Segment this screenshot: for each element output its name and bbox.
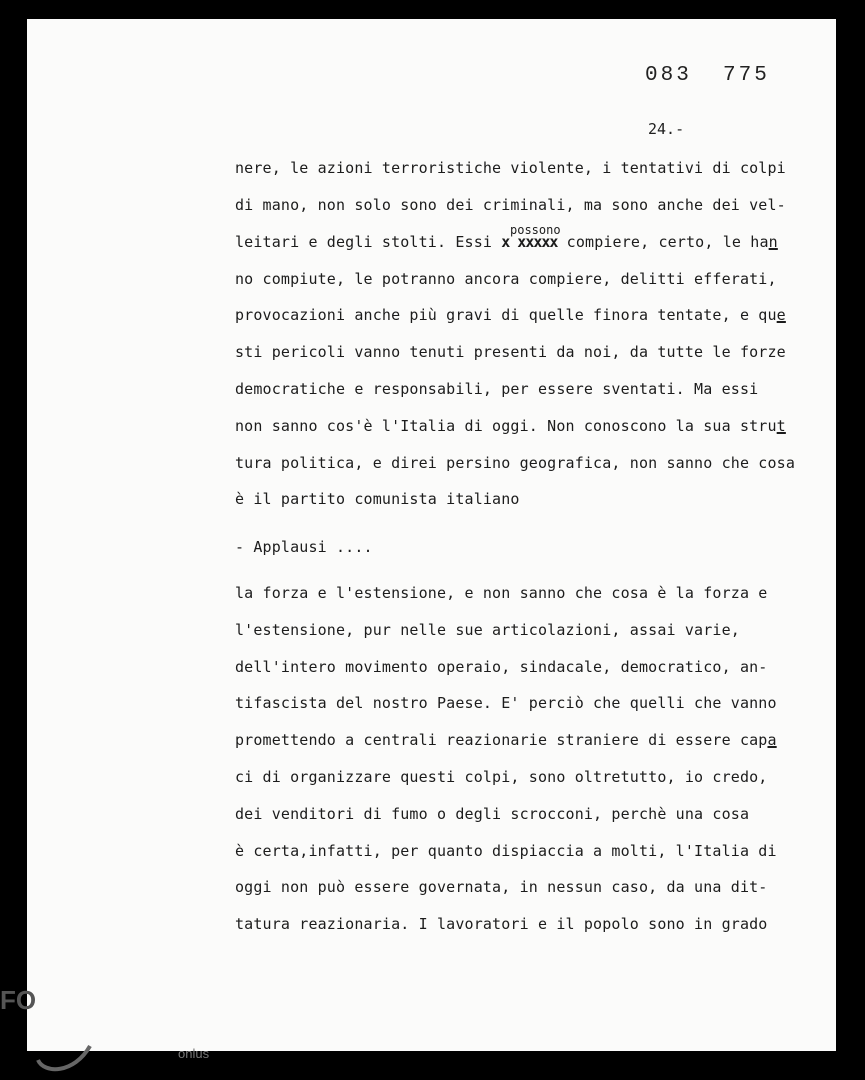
text-segment: democratiche e responsabili, per essere sventati. Ma essi bbox=[235, 380, 759, 398]
page-number: 24.- bbox=[648, 120, 685, 138]
underlined-text: n bbox=[768, 233, 778, 251]
text-segment: nere, le azioni terroristiche violente, i tentativi di colpi bbox=[235, 159, 786, 177]
text-line bbox=[235, 878, 767, 896]
text-line bbox=[235, 490, 520, 508]
text-line bbox=[235, 584, 767, 602]
text-line bbox=[235, 768, 767, 786]
text-segment: oggi non può essere governata, in nessun caso, da una dit- bbox=[235, 878, 768, 896]
text-line bbox=[235, 694, 777, 712]
text-line bbox=[235, 159, 786, 177]
text-line bbox=[235, 915, 767, 933]
text-segment: di mano, non solo sono dei criminali, ma sono anche dei vel- bbox=[235, 196, 786, 214]
text-line bbox=[235, 380, 758, 398]
text-segment: promettendo a centrali reazionarie straniere di essere cap bbox=[235, 731, 768, 749]
text-segment: compiere, certo, le ha bbox=[557, 233, 769, 251]
text-segment: provocazioni anche più gravi di quelle finora tentate, e qu bbox=[235, 306, 777, 324]
watermark-swoosh-icon bbox=[34, 1040, 94, 1074]
text-segment: l'estensione, pur nelle sue articolazioni, assai varie, bbox=[235, 621, 740, 639]
text-line bbox=[235, 538, 373, 556]
text-line bbox=[235, 343, 786, 361]
text-segment: sti pericoli vanno tenuti presenti da noi, da tutte le forze bbox=[235, 343, 786, 361]
text-segment: è il partito comunista italiano bbox=[235, 490, 520, 508]
text-line bbox=[235, 621, 740, 639]
text-segment: ci di organizzare questi colpi, sono oltretutto, io credo, bbox=[235, 768, 768, 786]
archive-code: 083 775 bbox=[645, 64, 770, 87]
text-segment: no compiute, le potranno ancora compiere, delitti efferati, bbox=[235, 270, 777, 288]
handwritten-insertion: possono bbox=[510, 223, 561, 237]
text-segment: dell'intero movimento operaio, sindacale, democratico, an- bbox=[235, 658, 768, 676]
text-line bbox=[235, 196, 786, 214]
text-line bbox=[235, 417, 786, 435]
text-segment: tifascista del nostro Paese. E' perciò che quelli che vanno bbox=[235, 694, 777, 712]
text-segment: dei venditori di fumo o degli scrocconi, perchè una cosa bbox=[235, 805, 750, 823]
text-segment: non sanno cos'è l'Italia di oggi. Non conoscono la sua stru bbox=[235, 417, 777, 435]
text-line bbox=[235, 270, 777, 288]
text-line bbox=[235, 842, 777, 860]
underlined-text: t bbox=[776, 417, 786, 435]
text-line bbox=[235, 805, 749, 823]
text-segment: leitari e degli stolti. Essi bbox=[235, 233, 502, 251]
text-segment: la forza e l'estensione, e non sanno che cosa è la forza e bbox=[235, 584, 768, 602]
text-line bbox=[235, 731, 777, 749]
watermark-logo-text: FO bbox=[0, 985, 37, 1015]
text-segment: - Applausi .... bbox=[235, 538, 373, 556]
text-line bbox=[235, 233, 778, 251]
struck-out-text: x xxxxx bbox=[501, 233, 558, 251]
text-line bbox=[235, 658, 767, 676]
text-segment: tatura reazionaria. I lavoratori e il popolo sono in grado bbox=[235, 915, 768, 933]
underlined-text: e bbox=[776, 306, 786, 324]
text-segment: è certa,infatti, per quanto dispiaccia a molti, l'Italia di bbox=[235, 842, 777, 860]
text-line bbox=[235, 306, 786, 324]
text-segment: tura politica, e direi persino geografica, non sanno che cosa bbox=[235, 454, 796, 472]
underlined-text: a bbox=[767, 731, 777, 749]
text-line bbox=[235, 454, 795, 472]
watermark-onlus-text: onlus bbox=[178, 1046, 210, 1061]
